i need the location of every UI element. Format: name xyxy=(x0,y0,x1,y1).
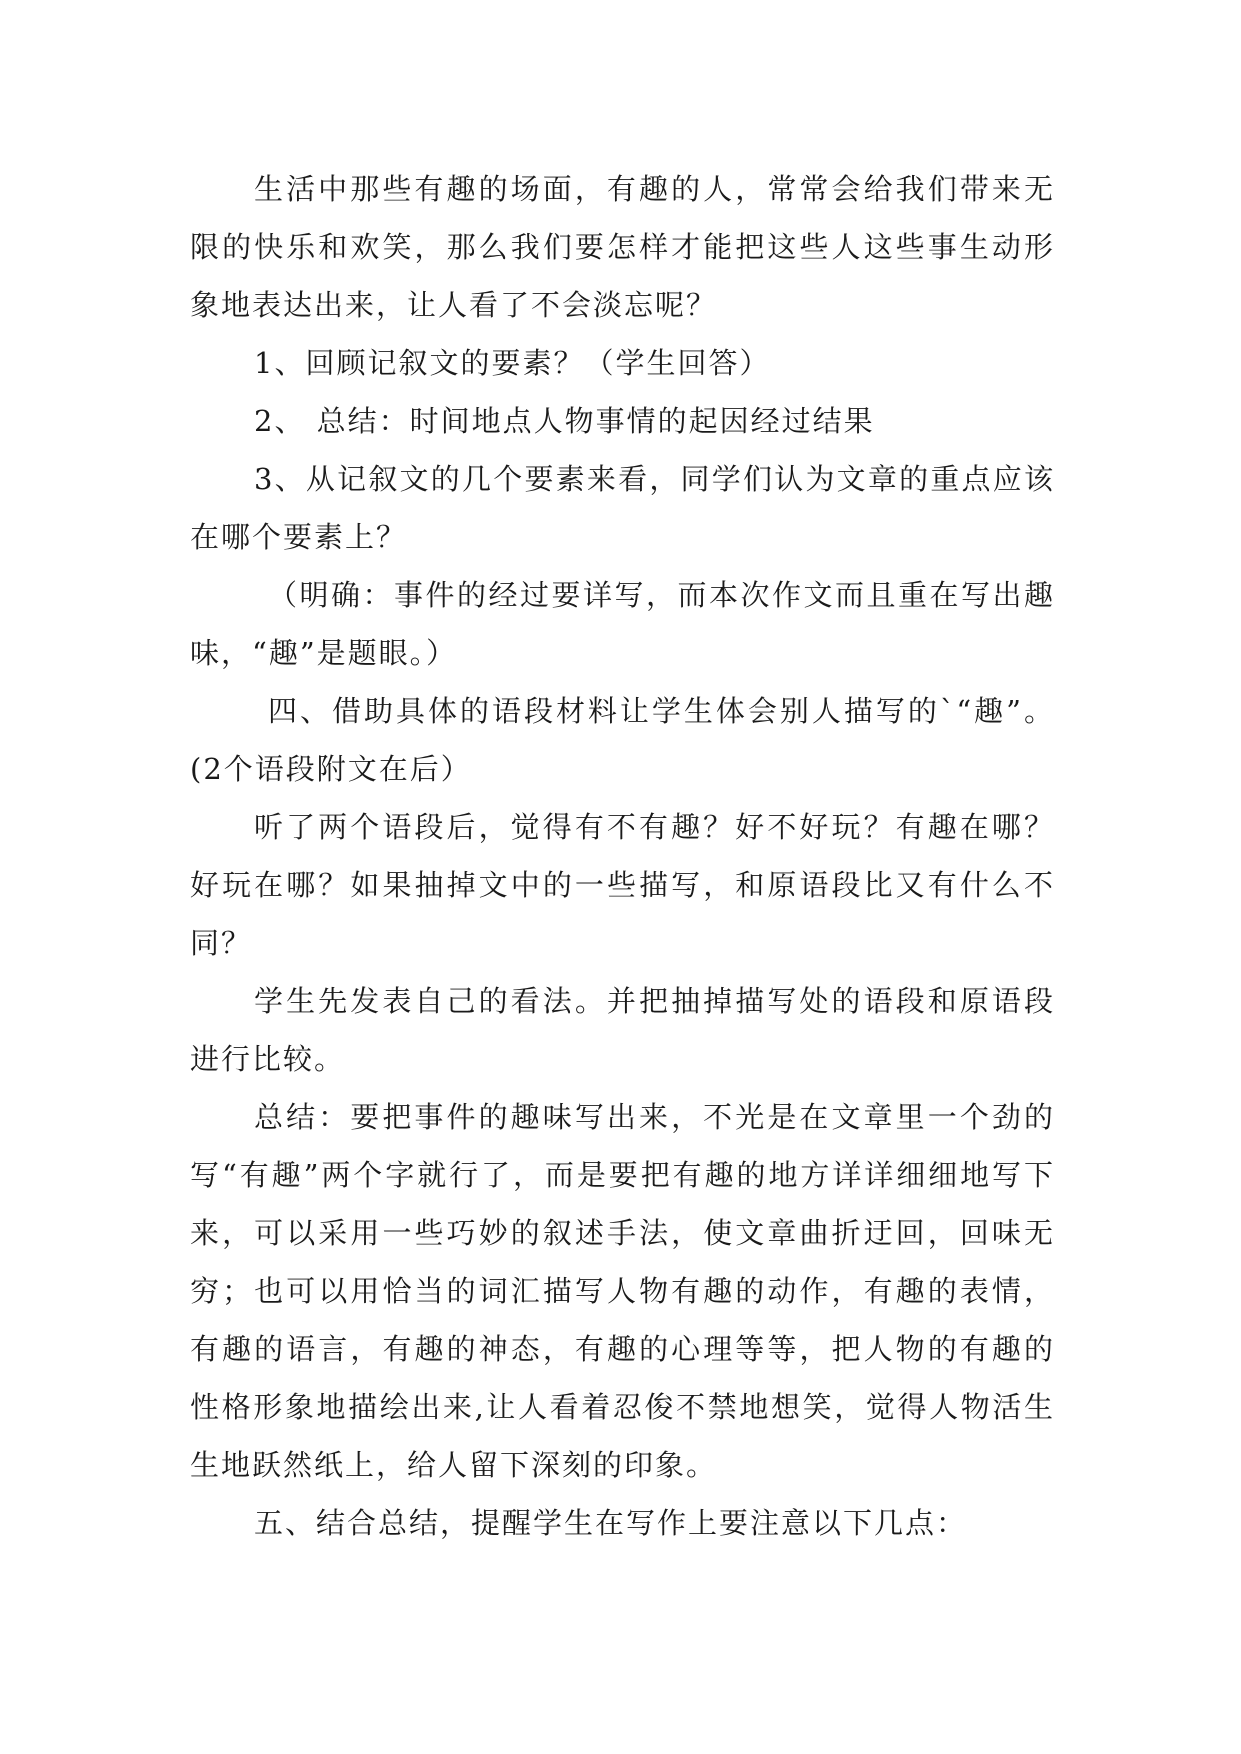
paragraph-item-3: 3、从记叙文的几个要素来看，同学们认为文章的重点应该在哪个要素上？ xyxy=(190,462,1055,554)
paragraph-item-1: 1、回顾记叙文的要素？（学生回答） xyxy=(254,346,771,380)
paragraph-section-four: 四、借助具体的语段材料让学生体会别人描写的`“趣”。(2个语段附文在后） xyxy=(190,694,1055,786)
paragraph-student-comparison: 学生先发表自己的看法。并把抽掉描写处的语段和原语段进行比较。 xyxy=(190,984,1055,1076)
paragraph-section-five: 五、结合总结，提醒学生在写作上要注意以下几点： xyxy=(254,1506,968,1540)
paragraph-questions: 听了两个语段后，觉得有不有趣？好不好玩？有趣在哪？好玩在哪？如果抽掉文中的一些描写，和原语段比又有什么不同？ xyxy=(190,810,1055,960)
document-body xyxy=(190,160,1055,1552)
paragraph-summary: 总结：要把事件的趣味写出来，不光是在文章里一个劲的写“有趣”两个字就行了，而是要把有趣的地方详详细细地写下来，可以采用一些巧妙的叙述手法，使文章曲折迂回，回味无穷；也可以用恰当的词汇描写人物有趣的动作，有趣的表情，有趣的语言，有趣的神态，有趣的心理等等，把人物的有趣的性格形象地描绘出来,让人看着忍俊不禁地想笑，觉得人物活生生地跃然纸上，给人留下深刻的印象。 xyxy=(190,1100,1055,1482)
paragraph-intro: 生活中那些有趣的场面，有趣的人，常常会给我们带来无限的快乐和欢笑，那么我们要怎样才能把这些人这些事生动形象地表达出来，让人看了不会淡忘呢？ xyxy=(190,172,1055,322)
paragraph-clarification: （明确：事件的经过要详写，而本次作文而且重在写出趣味，“趣”是题眼。） xyxy=(190,578,1055,670)
paragraph-item-2: 2、 总结：时间地点人物事情的起因经过结果 xyxy=(254,404,875,438)
